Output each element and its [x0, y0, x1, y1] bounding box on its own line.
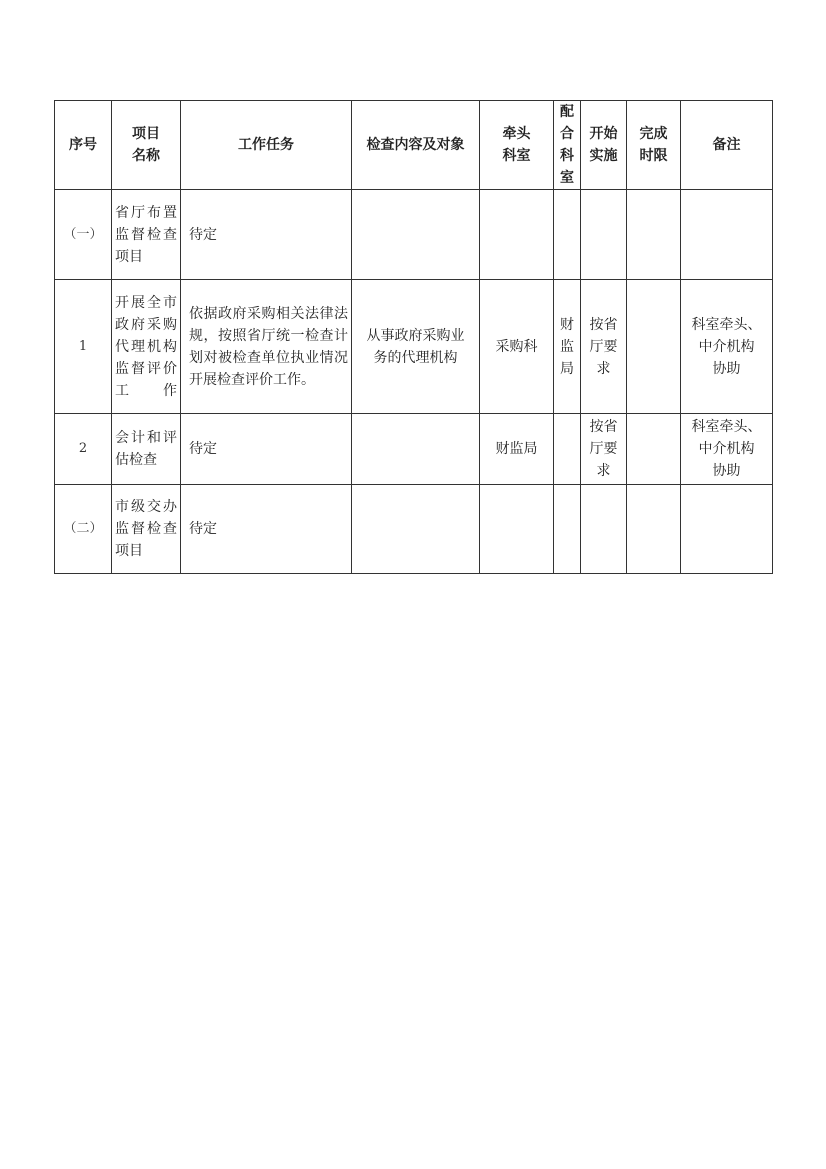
cell-deadline: [627, 414, 681, 485]
cell-project-name: 省厅布置监督检查项目: [112, 190, 181, 280]
cell-work-task: 待定: [181, 485, 352, 574]
cell-note: [681, 485, 773, 574]
cell-coop-office: [554, 414, 581, 485]
header-inspection-content: 检查内容及对象: [352, 101, 480, 190]
header-start: 开始 实施: [581, 101, 627, 190]
cell-lead-office: 财监局: [480, 414, 554, 485]
cell-inspection-content: 从事政府采购业务的代理机构: [352, 280, 480, 414]
cell-start: 按省 厅要 求: [581, 414, 627, 485]
cell-coop-office: 财 监 局: [554, 280, 581, 414]
cell-note: 科室牵头、 中介机构 协助: [681, 280, 773, 414]
cell-seq: （一）: [55, 190, 112, 280]
cell-coop-office: [554, 485, 581, 574]
table-header-row: [55, 101, 773, 190]
table-row: [55, 280, 773, 414]
cell-start: 按省 厅要 求: [581, 280, 627, 414]
header-deadline: 完成 时限: [627, 101, 681, 190]
cell-seq: 2: [55, 414, 112, 485]
cell-inspection-content: [352, 414, 480, 485]
cell-deadline: [627, 485, 681, 574]
cell-seq: 1: [55, 280, 112, 414]
cell-project-name: 会计和评估检查: [112, 414, 181, 485]
header-coop-office: 配 合 科 室: [554, 101, 581, 190]
cell-lead-office: [480, 485, 554, 574]
header-work-task: 工作任务: [181, 101, 352, 190]
header-project-name: 项目 名称: [112, 101, 181, 190]
cell-start: [581, 190, 627, 280]
cell-seq: （二）: [55, 485, 112, 574]
inspection-plan-table: [54, 100, 773, 574]
header-lead-office: 牵头 科室: [480, 101, 554, 190]
cell-inspection-content: [352, 190, 480, 280]
table-row: [55, 485, 773, 574]
cell-start: [581, 485, 627, 574]
cell-inspection-content: [352, 485, 480, 574]
cell-coop-office: [554, 190, 581, 280]
cell-project-name: 开展全市政府采购代理机构监督评价工作: [112, 280, 181, 414]
cell-note: 科室牵头、 中介机构 协助: [681, 414, 773, 485]
table-row: [55, 414, 773, 485]
cell-work-task: 待定: [181, 414, 352, 485]
cell-lead-office: 采购科: [480, 280, 554, 414]
cell-note: [681, 190, 773, 280]
cell-project-name: 市级交办监督检查项目: [112, 485, 181, 574]
cell-lead-office: [480, 190, 554, 280]
cell-deadline: [627, 280, 681, 414]
header-note: 备注: [681, 101, 773, 190]
cell-work-task: 依据政府采购相关法律法规，按照省厅统一检查计划对被检查单位执业情况开展检查评价工作。: [181, 280, 352, 414]
cell-deadline: [627, 190, 681, 280]
header-seq: 序号: [55, 101, 112, 190]
table-row: [55, 190, 773, 280]
cell-work-task: 待定: [181, 190, 352, 280]
